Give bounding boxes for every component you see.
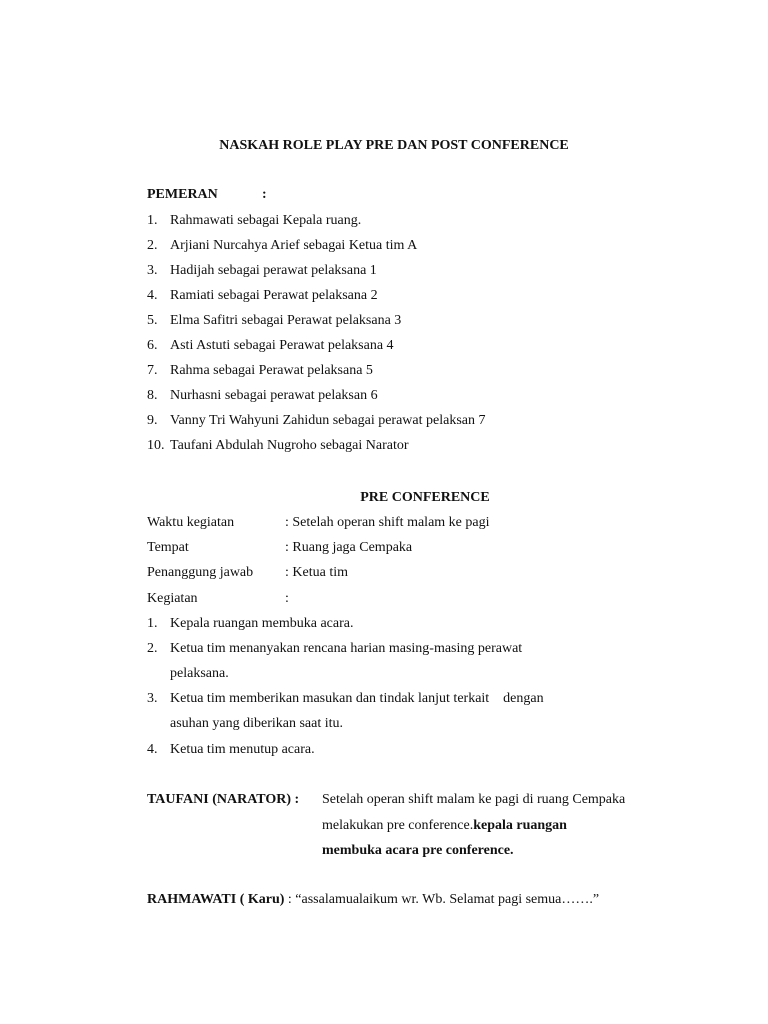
list-item-text: Arjiani Nurcahya Arief sebagai Ketua tim A: [170, 238, 418, 253]
list-item-number: 1.: [147, 213, 158, 228]
list-item-number: 2.: [147, 238, 158, 253]
list-item-text: asuhan yang diberikan saat itu.: [170, 716, 344, 731]
list-item-text: Ketua tim menutup acara.: [170, 742, 315, 757]
narrator-text: melakukan pre conference.: [322, 818, 474, 833]
narrator-line: Setelah operan shift malam ke pagi di ruang Cempaka: [322, 792, 626, 807]
narrator-line: [322, 817, 567, 835]
list-item-number: 3.: [147, 691, 158, 706]
list-item-number: 1.: [147, 616, 158, 631]
field-label: Kegiatan: [147, 591, 198, 606]
dialogue-line: [147, 891, 599, 909]
list-item-text: Elma Safitri sebagai Perawat pelaksana 3: [170, 313, 402, 328]
list-item-number: 4.: [147, 742, 158, 757]
list-item-text: Ketua tim menanyakan rencana harian masing-masing perawat: [170, 641, 523, 656]
list-item-text: pelaksana.: [170, 666, 229, 681]
field-value: : Ruang jaga Cempaka: [285, 540, 413, 555]
list-item-number: 6.: [147, 338, 158, 353]
list-item-text: Kepala ruangan membuka acara.: [170, 616, 354, 631]
cast-heading: PEMERAN: [147, 187, 218, 202]
list-item-text: Vanny Tri Wahyuni Zahidun sebagai perawat pelaksan 7: [170, 413, 486, 428]
speaker-karu: RAHMAWATI ( Karu): [147, 892, 285, 907]
field-value: : Ketua tim: [285, 565, 348, 580]
list-item-number: 8.: [147, 388, 158, 403]
field-label: Tempat: [147, 540, 189, 555]
list-item-number: 4.: [147, 288, 158, 303]
pre-conference-heading: PRE CONFERENCE: [360, 490, 490, 505]
list-item-text: Nurhasni sebagai perawat pelaksan 6: [170, 388, 378, 403]
list-item-number: 3.: [147, 263, 158, 278]
narrator-text-bold: kepala ruangan: [473, 818, 567, 833]
list-item-number: 2.: [147, 641, 158, 656]
field-label: Waktu kegiatan: [147, 515, 235, 530]
list-item-text: Hadijah sebagai perawat pelaksana 1: [170, 263, 377, 278]
dialogue-text: : “assalamualaikum wr. Wb. Selamat pagi semua…….”: [284, 892, 600, 907]
list-item-text: Ramiati sebagai Perawat pelaksana 2: [170, 288, 378, 303]
list-item-text: Rahma sebagai Perawat pelaksana 5: [170, 363, 373, 378]
narrator-line-bold: membuka acara pre conference.: [322, 843, 514, 858]
list-item-number: 10.: [147, 438, 165, 453]
cast-heading-colon: :: [262, 187, 267, 202]
list-item-text: Ketua tim memberikan masukan dan tindak lanjut terkait dengan: [170, 691, 544, 706]
list-item-number: 5.: [147, 313, 158, 328]
list-item-text: Taufani Abdulah Nugroho sebagai Narator: [170, 438, 409, 453]
document-title: NASKAH ROLE PLAY PRE DAN POST CONFERENCE: [219, 138, 569, 153]
list-item-text: Rahmawati sebagai Kepala ruang.: [170, 213, 362, 228]
list-item-number: 7.: [147, 363, 158, 378]
speaker-narrator: TAUFANI (NARATOR) :: [147, 792, 300, 807]
field-value: :: [285, 591, 289, 606]
list-item-number: 9.: [147, 413, 158, 428]
field-label: Penanggung jawab: [147, 565, 254, 580]
cast-list: [0, 212, 768, 464]
field-value: : Setelah operan shift malam ke pagi: [285, 515, 490, 530]
list-item-text: Asti Astuti sebagai Perawat pelaksana 4: [170, 338, 394, 353]
